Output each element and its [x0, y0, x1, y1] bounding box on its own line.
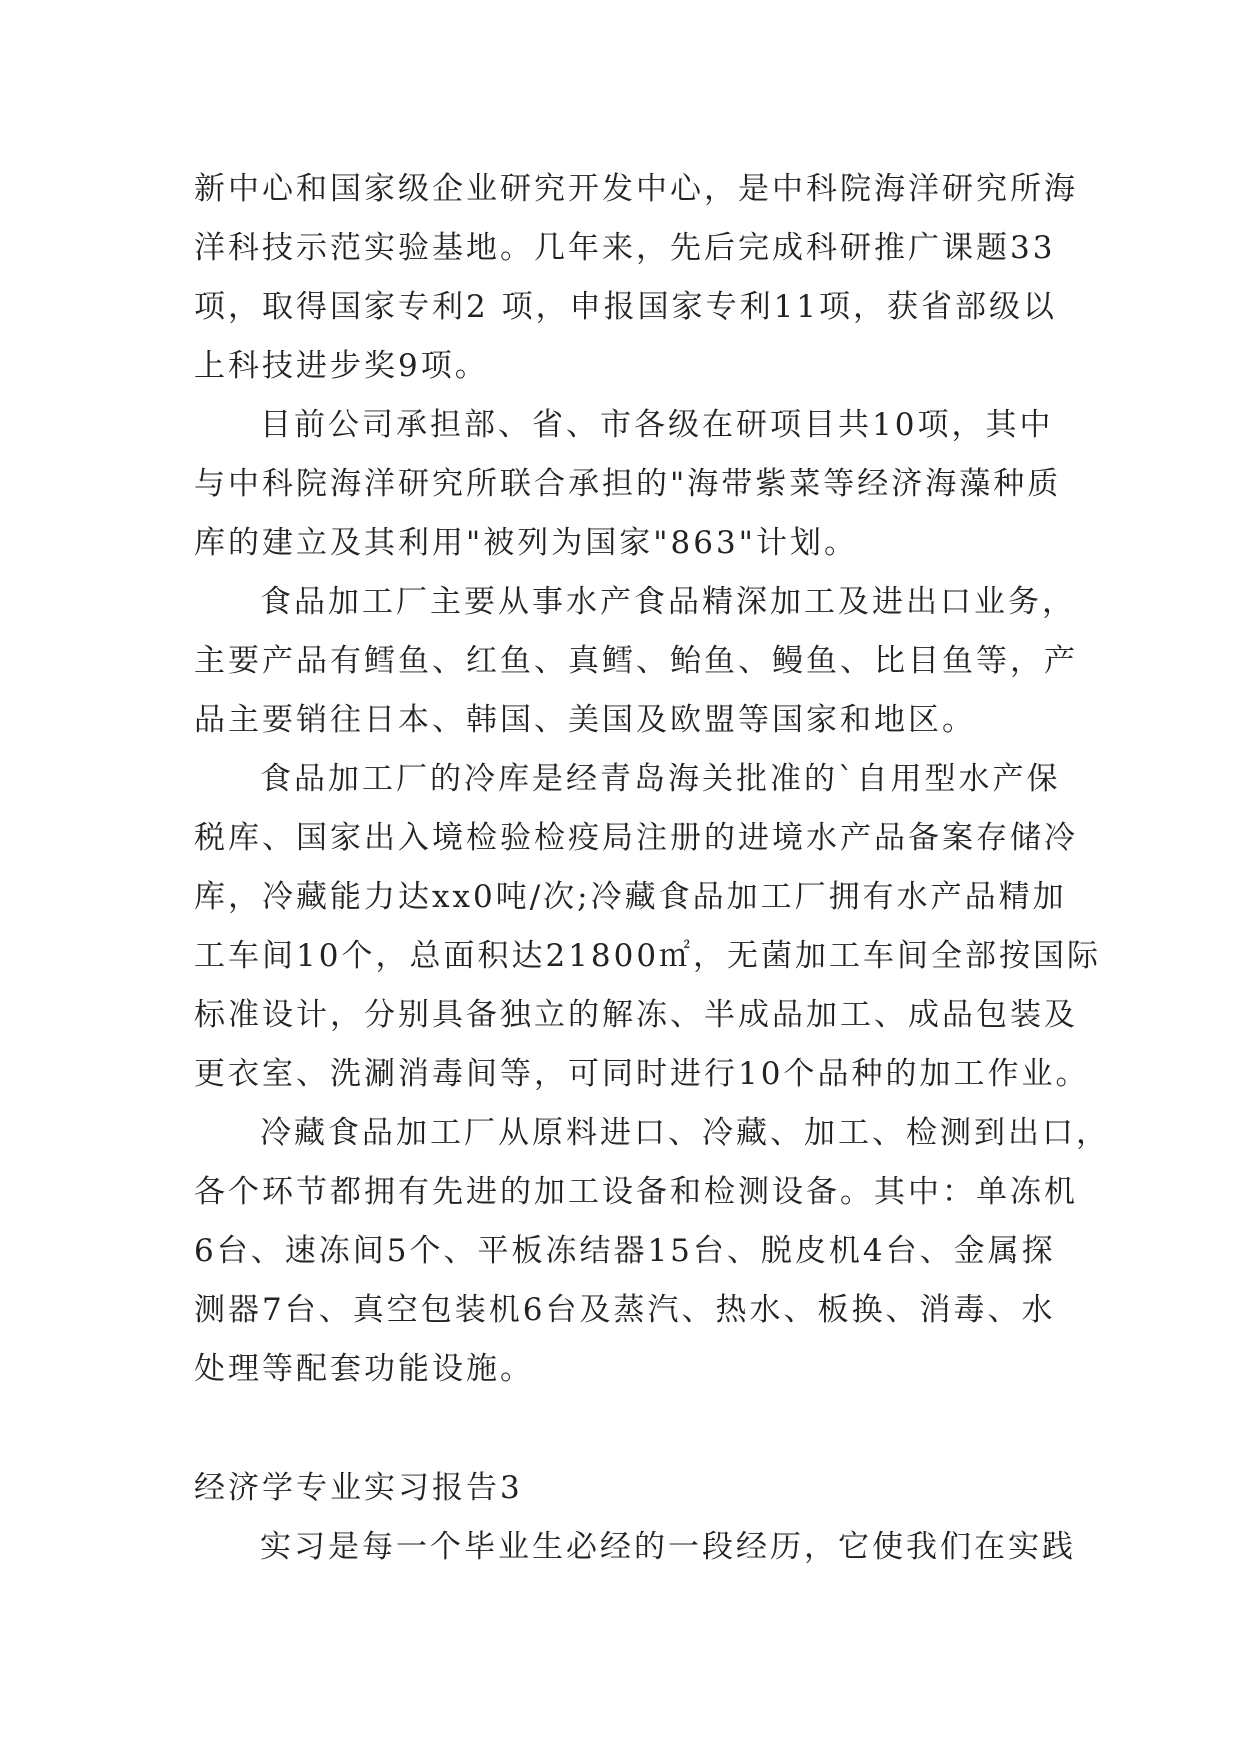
section-heading: 经济学专业实习报告3: [194, 1470, 523, 1506]
paragraph-line: 食品加工厂的冷库是经青岛海关批准的`自用型水产保: [260, 761, 1061, 797]
paragraph-line: 上科技进步奖9项。: [194, 348, 489, 384]
paragraph-line: 实习是每一个毕业生必经的一段经历，它使我们在实践: [260, 1529, 1076, 1565]
paragraph-line: 食品加工厂主要从事水产食品精深加工及进出口业务，: [260, 584, 1076, 620]
paragraph-line: 目前公司承担部、省、市各级在研项目共10项，其中: [260, 407, 1054, 443]
paragraph-line: 项，取得国家专利2 项，申报国家专利11项，获省部级以: [194, 289, 1058, 325]
paragraph-line: 税库、国家出入境检验检疫局注册的进境水产品备案存储冷: [194, 820, 1078, 856]
paragraph-line: 工车间10个，总面积达21800㎡，无菌加工车间全部按国际: [194, 938, 1102, 974]
paragraph-line: 测器7台、真空包装机6台及蒸汽、热水、板换、消毒、水: [194, 1292, 1056, 1328]
paragraph-line: 品主要销往日本、韩国、美国及欧盟等国家和地区。: [194, 702, 976, 738]
paragraph-line: 更衣室、洗涮消毒间等，可同时进行10个品种的加工作业。: [194, 1056, 1090, 1092]
paragraph-line: 库，冷藏能力达xx0吨/次;冷藏食品加工厂拥有水产品精加: [194, 879, 1067, 915]
paragraph-line: 库的建立及其利用"被列为国家"863"计划。: [194, 525, 858, 561]
paragraph-line: 洋科技示范实验基地。几年来，先后完成科研推广课题33: [194, 230, 1056, 266]
paragraph-line: 新中心和国家级企业研究开发中心，是中科院海洋研究所海: [194, 171, 1078, 207]
paragraph-line: 与中科院海洋研究所联合承担的"海带紫菜等经济海藻种质: [194, 466, 1062, 502]
paragraph-line: 主要产品有鳕鱼、红鱼、真鳕、鲐鱼、鳗鱼、比目鱼等，产: [194, 643, 1078, 679]
paragraph-line: 6台、速冻间5个、平板冻结器15台、脱皮机4台、金属探: [194, 1233, 1056, 1269]
paragraph-line: 标准设计，分别具备独立的解冻、半成品加工、成品包装及: [194, 997, 1078, 1033]
paragraph-line: 处理等配套功能设施。: [194, 1351, 534, 1387]
document-body: [194, 160, 1110, 1577]
paragraph-line: 冷藏食品加工厂从原料进口、冷藏、加工、检测到出口，: [260, 1115, 1110, 1151]
paragraph-line: 各个环节都拥有先进的加工设备和检测设备。其中：单冻机: [194, 1174, 1078, 1210]
